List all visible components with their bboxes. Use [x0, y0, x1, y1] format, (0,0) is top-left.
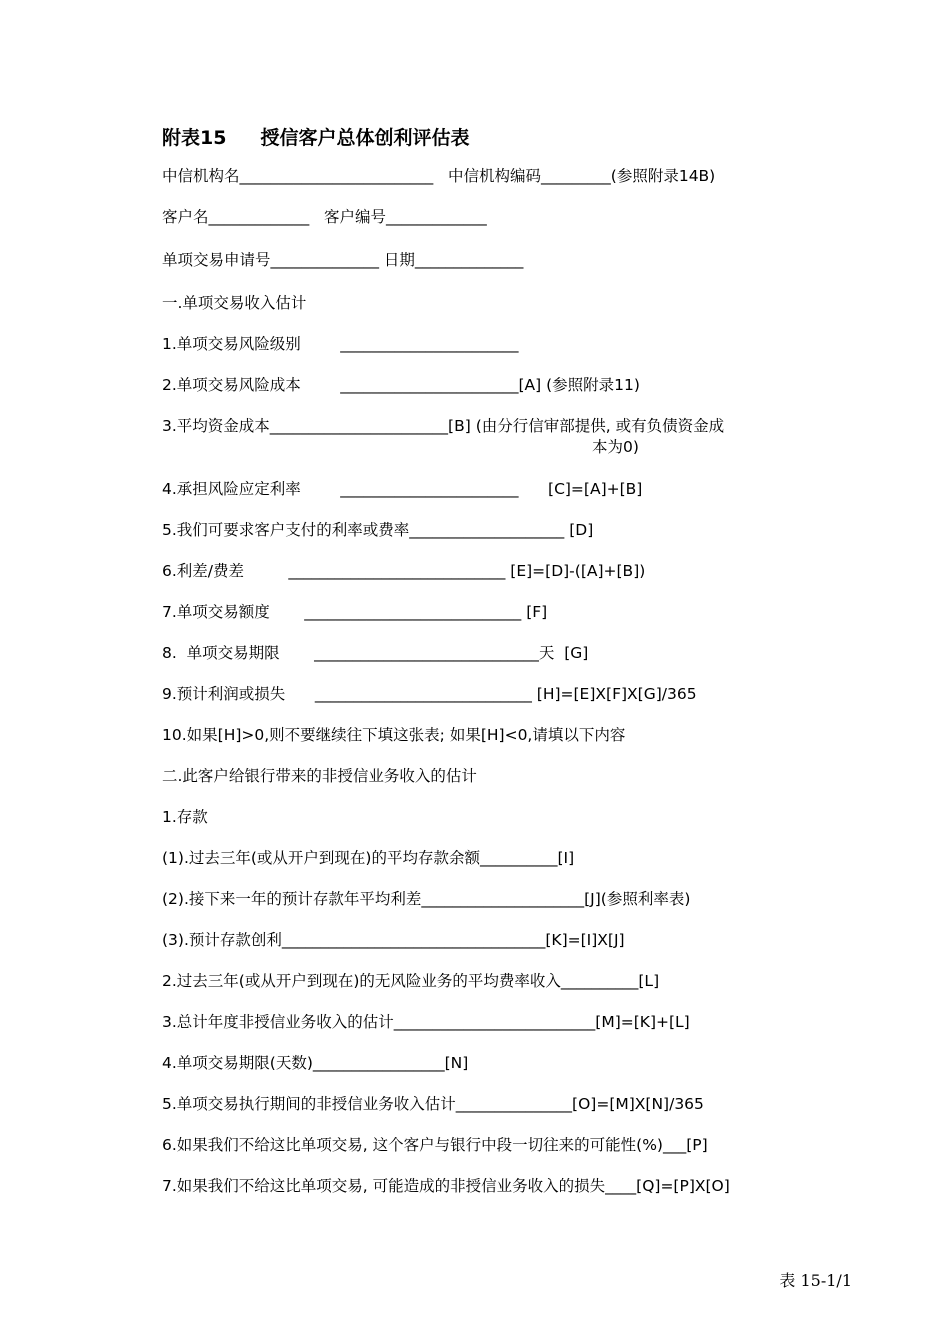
form-number: 附表15: [162, 127, 227, 149]
section2-heading: 二.此客户给银行带来的非授信业务收入的估计: [162, 767, 477, 785]
section1-item-2: 2.单项交易风险成本 _______________________[A] (参照附录11): [162, 376, 640, 394]
section2-item-2: 2.过去三年(或从开户到现在)的无风险业务的平均费率收入__________[L]: [162, 972, 660, 990]
section1-item-6: 6.利差/费差 ____________________________ [E]=[D]-([A]+[B]): [162, 562, 646, 580]
form-name: 授信客户总体创利评估表: [260, 127, 470, 149]
section2-item-3: 3.总计年度非授信业务收入的估计__________________________[M]=[K]+[L]: [162, 1013, 690, 1031]
section1-item-8: 8. 单项交易期限 _____________________________天 [G]: [162, 644, 589, 662]
section2-sub-1: (1).过去三年(或从开户到现在)的平均存款余额__________[I]: [162, 849, 575, 867]
form-title: [162, 123, 469, 150]
section2-item-4: 4.单项交易期限(天数)_________________[N]: [162, 1054, 469, 1072]
section1-heading: 一.单项交易收入估计: [162, 294, 307, 312]
page-number: 表 15-1/1: [779, 1271, 852, 1290]
section1-item-1: 1.单项交易风险级别 _______________________: [162, 335, 519, 353]
section2-item-6: 6.如果我们不给这比单项交易, 这个客户与银行中段一切往来的可能性(%)___[P]: [162, 1136, 708, 1154]
section2-deposit: 1.存款: [162, 808, 208, 826]
section1-item-5: 5.我们可要求客户支付的利率或费率____________________ [D]: [162, 521, 594, 539]
section1-item-10: 10.如果[H]>0,则不要继续往下填这张表; 如果[H]<0,请填以下内容: [162, 726, 626, 744]
section1-item-7: 7.单项交易额度 ____________________________ [F]: [162, 603, 548, 621]
header-org-line: 中信机构名_________________________ 中信机构编码_________(参照附录14B): [162, 167, 716, 185]
header-customer-line: 客户名_____________ 客户编号_____________: [162, 208, 487, 226]
section2-sub-3: (3).预计存款创利__________________________________[K]=[I]X[J]: [162, 931, 625, 949]
section2-sub-2: (2).接下来一年的预计存款年平均利差_____________________[J](参照利率表): [162, 890, 691, 908]
section2-item-7: 7.如果我们不给这比单项交易, 可能造成的非授信业务收入的损失____[Q]=[P]X[O]: [162, 1177, 730, 1195]
section1-item-3-line2: 本为0): [592, 438, 639, 456]
section1-item-3-line1: 3.平均资金成本_______________________[B] (由分行信审部提供, 或有负债资金成: [162, 417, 725, 435]
section1-item-4: 4.承担风险应定利率 _______________________ [C]=[A]+[B]: [162, 480, 643, 498]
section1-item-9: 9.预计利润或损失 ____________________________ [H]=[E]X[F]X[G]/365: [162, 685, 697, 703]
section2-item-5: 5.单项交易执行期间的非授信业务收入估计_______________[O]=[M]X[N]/365: [162, 1095, 704, 1113]
header-application-line: 单项交易申请号______________ 日期______________: [162, 251, 524, 269]
section1-item-3: [162, 416, 892, 458]
